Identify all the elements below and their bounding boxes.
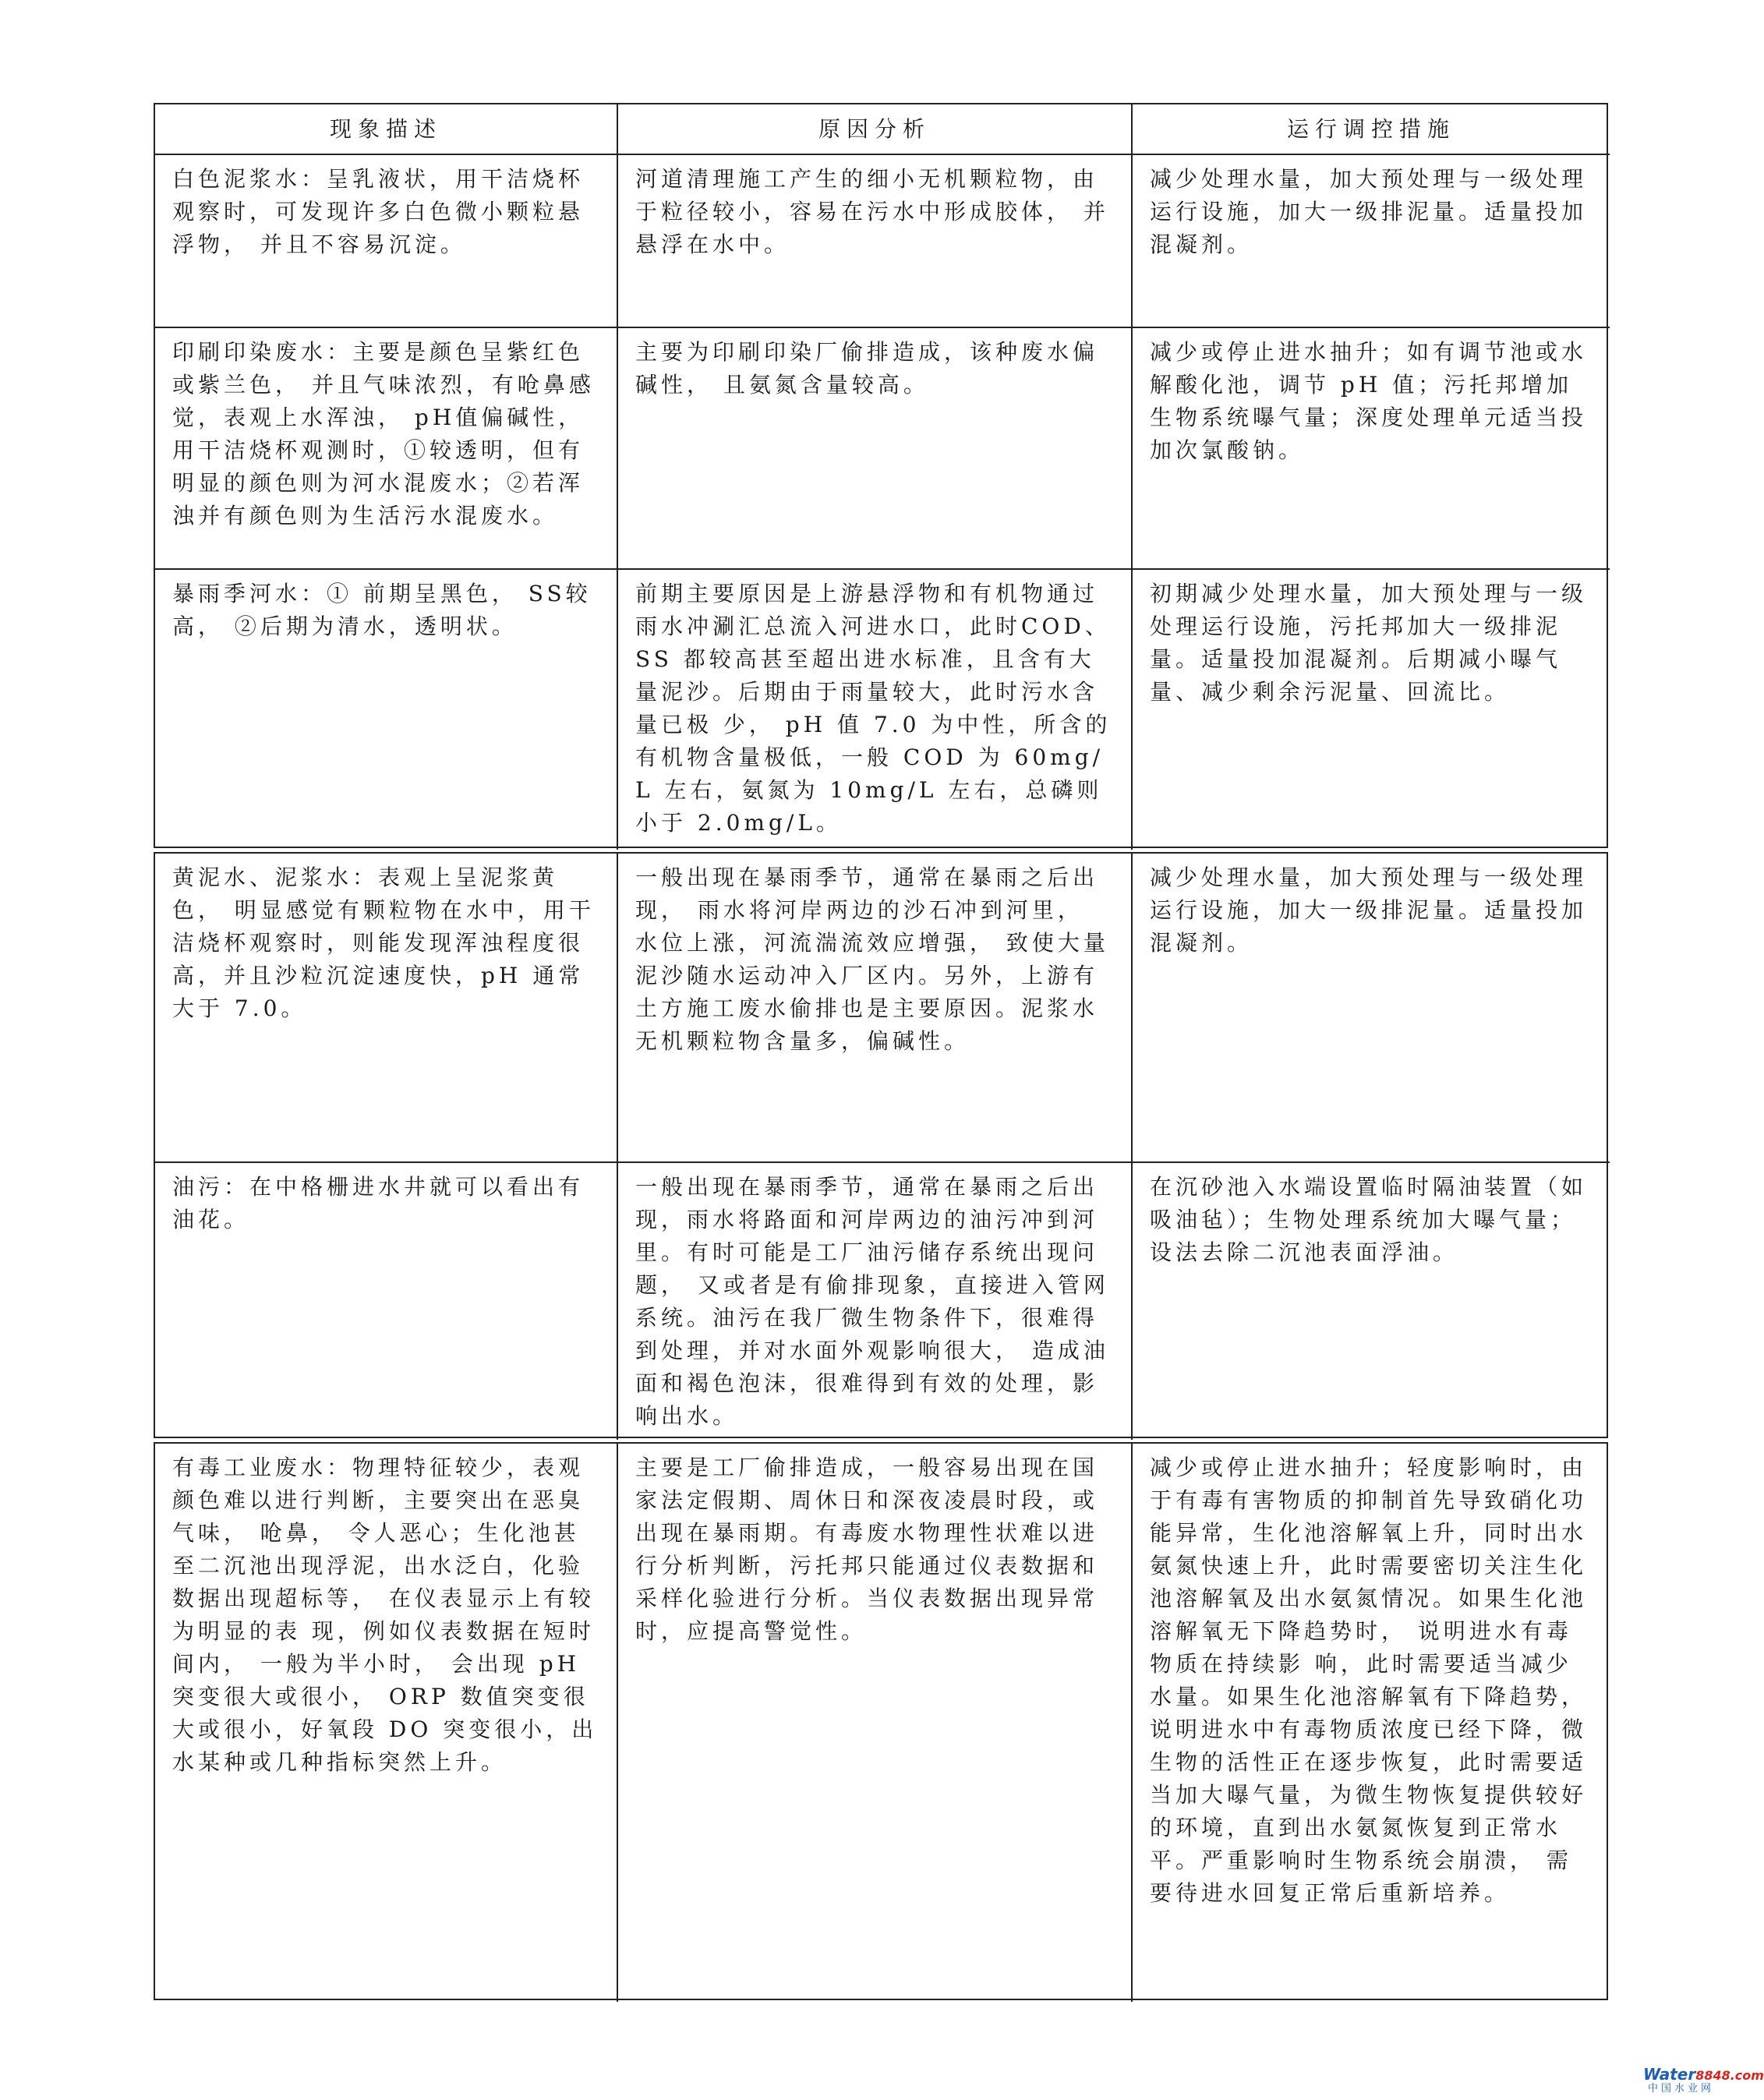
header-measures: 运行调控措施: [1132, 104, 1610, 154]
table-row: [155, 154, 1610, 327]
table-row: [155, 1162, 1610, 1440]
phenomena-table-continued: [155, 854, 1610, 1440]
header-phenomenon: 现象描述: [155, 104, 617, 154]
table-header-row: [155, 104, 1610, 154]
cell-phenomenon: 油污：在中格栅进水井就可以看出有油花。: [155, 1162, 617, 1440]
site-logo: [1643, 2065, 1764, 2097]
cell-phenomenon: 暴雨季河水：① 前期呈黑色， SS较高， ②后期为清水，透明状。: [155, 569, 617, 850]
table-block-3: [154, 1442, 1608, 2000]
table-row: [155, 854, 1610, 1162]
cell-phenomenon: 黄泥水、泥浆水：表观上呈泥浆黄色， 明显感觉有颗粒物在水中，用干洁烧杯观察时，则能发现浑浊程度很高，并且沙粒沉淀速度快，pH 通常大于 7.0。: [155, 854, 617, 1162]
cell-cause: 一般出现在暴雨季节，通常在暴雨之后出现， 雨水将河岸两边的沙石冲到河里， 水位上涨，河流湍流效应增强， 致使大量泥沙随水运动冲入厂区内。另外，上游有土方施工废水偷排也是主要原因。泥浆水无机颗粒物含量多，偏碱性。: [617, 854, 1132, 1162]
table-block-2: [154, 852, 1608, 1438]
phenomena-table-final: [155, 1444, 1610, 2002]
cell-cause: 河道清理施工产生的细小无机颗粒物，由于粒径较小，容易在污水中形成胶体， 并悬浮在水中。: [617, 154, 1132, 327]
cell-measures: 减少处理水量，加大预处理与一级处理运行设施，加大一级排泥量。适量投加混凝剂。: [1132, 854, 1610, 1162]
cell-measures: 在沉砂池入水端设置临时隔油装置（如吸油毡）；生物处理系统加大曝气量；设法去除二沉池表面浮油。: [1132, 1162, 1610, 1440]
table-row: [155, 1444, 1610, 2002]
table-row: [155, 569, 1610, 850]
header-cause: 原因分析: [617, 104, 1132, 154]
logo-wordmark: Water8848.com: [1643, 2065, 1764, 2084]
cell-cause: 一般出现在暴雨季节，通常在暴雨之后出现，雨水将路面和河岸两边的油污冲到河里。有时可能是工厂油污储存系统出现问题， 又或者是有偷排现象，直接进入管网系统。油污在我厂微生物条件下，很难得到处理，并对水面外观影响很大， 造成油面和褐色泡沫，很难得到有效的处理，影响出水。: [617, 1162, 1132, 1440]
cell-phenomenon: 白色泥浆水：呈乳液状，用干洁烧杯观察时，可发现许多白色微小颗粒悬浮物， 并且不容易沉淀。: [155, 154, 617, 327]
phenomena-table: [155, 104, 1610, 850]
cell-measures: 减少处理水量，加大预处理与一级处理运行设施，加大一级排泥量。适量投加混凝剂。: [1132, 154, 1610, 327]
table-row: [155, 327, 1610, 569]
logo-subtitle: 中国水业网: [1648, 2083, 1715, 2095]
cell-cause: 主要是工厂偷排造成，一般容易出现在国家法定假期、周休日和深夜凌晨时段，或出现在暴雨期。有毒废水物理性状难以进行分析判断，污托邦只能通过仪表数据和采样化验进行分析。当仪表数据出现异常时，应提高警觉性。: [617, 1444, 1132, 2002]
cell-measures: 减少或停止进水抽升；如有调节池或水解酸化池，调节 pH 值；污托邦增加生物系统曝气量；深度处理单元适当投加次氯酸钠。: [1132, 327, 1610, 569]
cell-cause: 主要为印刷印染厂偷排造成，该种废水偏碱性， 且氨氮含量较高。: [617, 327, 1132, 569]
cell-phenomenon: 有毒工业废水：物理特征较少，表观颜色难以进行判断，主要突出在恶臭气味， 呛鼻， 令人恶心；生化池甚至二沉池出现浮泥，出水泛白，化验数据出现超标等， 在仪表显示上有较为明显的表 现，例如仪表数据在短时间内， 一般为半小时， 会出现 pH 突变很大或很小， ORP 数值突变很大或很小，好氧段 DO 突变很小，出水某种或几种指标突然上升。: [155, 1444, 617, 2002]
table-block-1: [154, 103, 1608, 848]
cell-measures: 初期减少处理水量，加大预处理与一级处理运行设施，污托邦加大一级排泥量。适量投加混凝剂。后期减小曝气量、减少剩余污泥量、回流比。: [1132, 569, 1610, 850]
cell-measures: 减少或停止进水抽升；轻度影响时，由于有毒有害物质的抑制首先导致硝化功能异常，生化池溶解氧上升，同时出水氨氮快速上升，此时需要密切关注生化池溶解氧及出水氨氮情况。如果生化池溶解氧无下降趋势时， 说明进水有毒物质在持续影 响，此时需要适当减少水量。如果生化池溶解氧有下降趋势，说明进水中有毒物质浓度已经下降，微生物的活性正在逐步恢复，此时需要适当加大曝气量，为微生物恢复提供较好的环境，直到出水氨氮恢复到正常水平。严重影响时生物系统会崩溃， 需要待进水回复正常后重新培养。: [1132, 1444, 1610, 2002]
cell-cause: 前期主要原因是上游悬浮物和有机物通过雨水冲涮汇总流入河进水口，此时COD、SS 都较高甚至超出进水标准，且含有大量泥沙。后期由于雨量较大，此时污水含量已极 少， pH 值 7.0 为中性，所含的有机物含量极低，一般 COD 为 60mg/L 左右，氨氮为 10mg/L 左右，总磷则小于 2.0mg/L。: [617, 569, 1132, 850]
cell-phenomenon: 印刷印染废水：主要是颜色呈紫红色或紫兰色， 并且气味浓烈，有呛鼻感觉，表观上水浑浊， pH值偏碱性，用干洁烧杯观测时，①较透明，但有明显的颜色则为河水混废水；②若浑浊并有颜色则为生活污水混废水。: [155, 327, 617, 569]
